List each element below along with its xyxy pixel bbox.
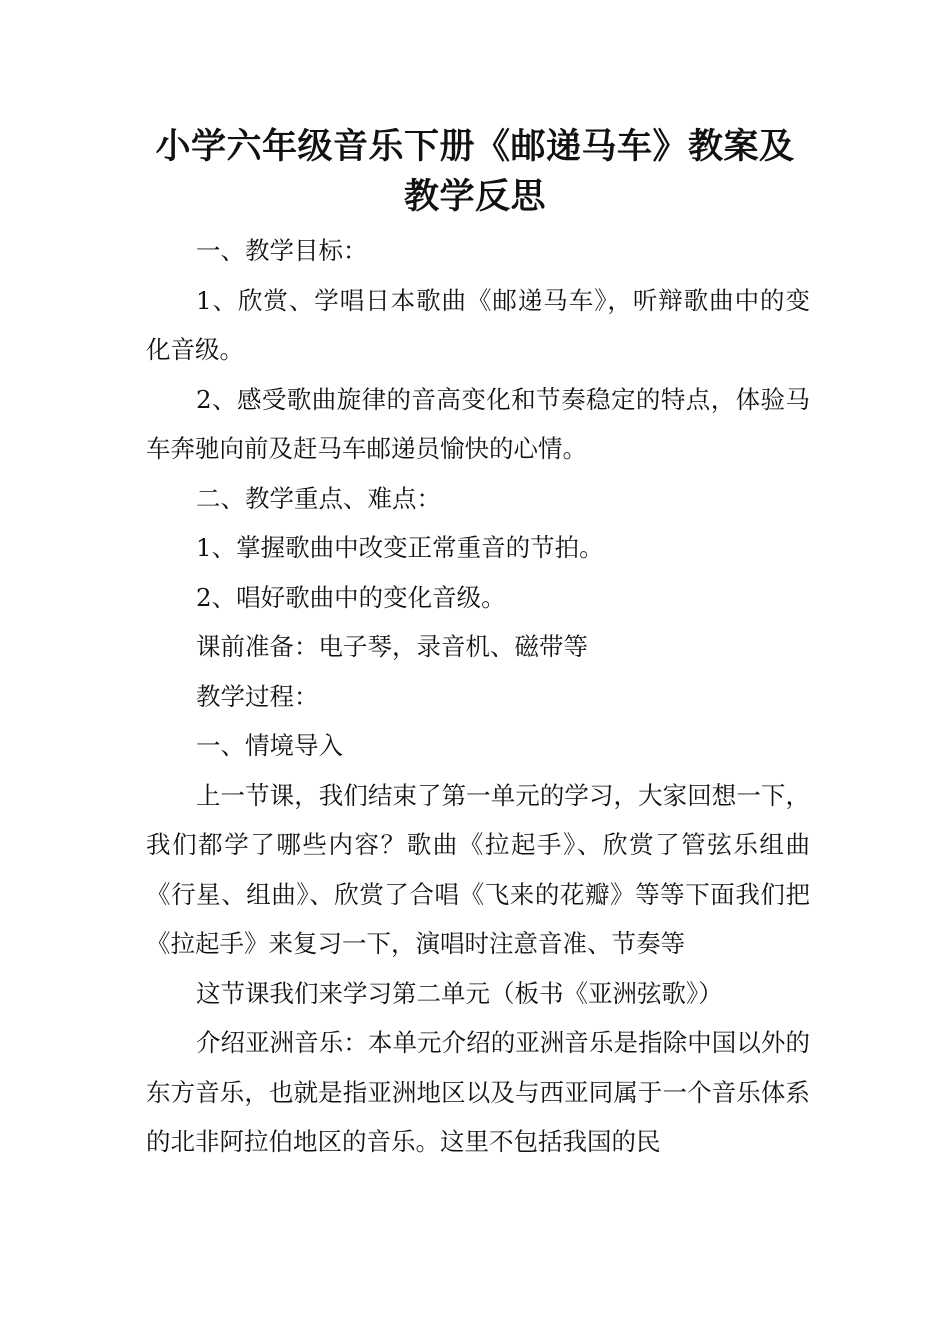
section-heading-goals: 一、教学目标：	[196, 236, 368, 265]
document-title	[120, 122, 830, 222]
section-heading-process: 教学过程：	[196, 681, 319, 711]
document-body	[146, 226, 810, 1167]
paragraph-key-point-2: 2、唱好歌曲中的变化音级。	[196, 582, 506, 612]
paragraph-asian-music: 介绍亚洲音乐：本单元介绍的亚洲音乐是指除中国以外的东方音乐，也就是指亚洲地区以及与西亚同属于一个音乐体系的北非阿拉伯地区的音乐。这里不包括我国的民	[146, 1028, 810, 1156]
title-line-1: 小学六年级音乐下册《邮递马车》教案及	[155, 127, 795, 167]
paragraph-unit-two: 这节课我们来学习第二单元（板书《亚洲弦歌》）	[196, 978, 723, 1008]
section-heading-intro: 一、情境导入	[196, 731, 343, 760]
title-line-2: 教学反思	[403, 177, 546, 217]
paragraph-review: 上一节课，我们结束了第一单元的学习，大家回想一下，我们都学了哪些内容？歌曲《拉起手》、欣赏了管弦乐组曲《行星、组曲》、欣赏了合唱《飞来的花瓣》等等下面我们把《拉起手》来复习一下，演唱时注意音准、节奏等	[146, 780, 810, 958]
paragraph-key-point-1: 1、掌握歌曲中改变正常重音的节拍。	[196, 533, 604, 562]
paragraph-preparation: 课前准备：电子琴，录音机、磁带等	[196, 632, 588, 661]
paragraph-goal-1: 1、欣赏、学唱日本歌曲《邮递马车》，听辩歌曲中的变化音级。	[146, 285, 810, 364]
paragraph-goal-2: 2、感受歌曲旋律的音高变化和节奏稳定的特点，体验马车奔驰向前及赶马车邮递员愉快的心情。	[146, 384, 810, 463]
section-heading-key-points: 二、教学重点、难点：	[196, 483, 441, 513]
